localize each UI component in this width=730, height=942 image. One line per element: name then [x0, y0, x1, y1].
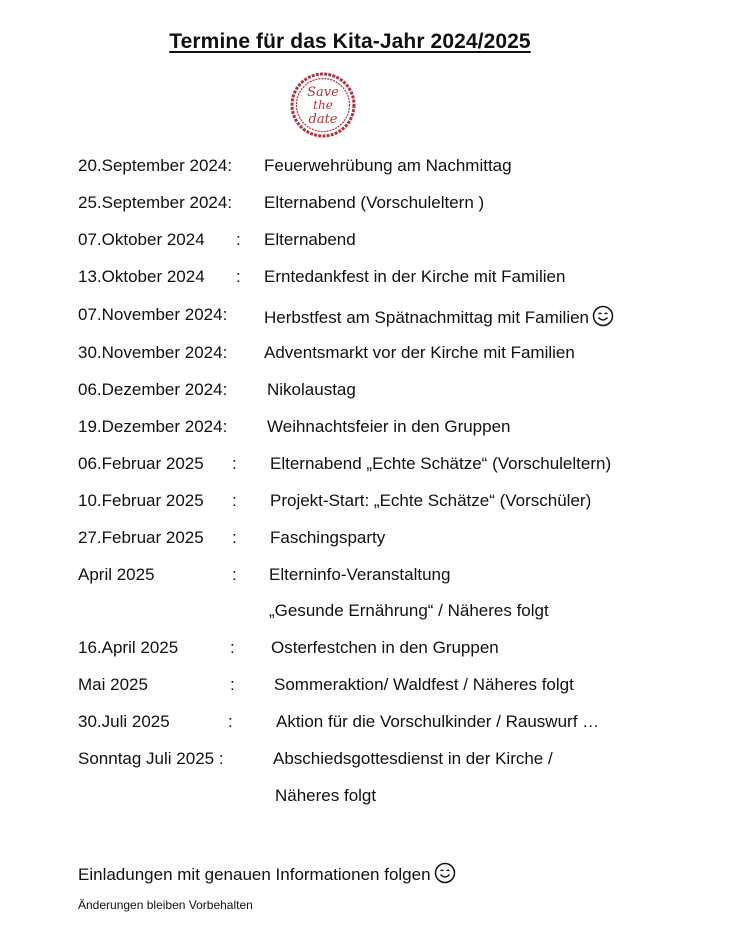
stamp-line-3: date [308, 112, 338, 127]
entry-event: Weihnachtsfeier in den Gruppen [267, 417, 511, 436]
entry-event: „Gesunde Ernährung“ / Näheres folgt [269, 601, 549, 620]
entry-colon: : [232, 491, 237, 510]
disclaimer-note: Änderungen bleiben Vorbehalten [78, 898, 253, 912]
page-title: Termine für das Kita-Jahr 2024/2025 [169, 30, 531, 53]
entry-event: Projekt-Start: „Echte Schätze“ (Vorschüler) [270, 491, 592, 510]
entry-colon: : [230, 675, 235, 694]
entry-date: 10.Februar 2025 [78, 491, 204, 510]
entry-date: 30.Juli 2025 [78, 712, 170, 731]
entry-event: Herbstfest am Spätnachmittag mit Familien [264, 308, 590, 327]
entry-event: Faschingsparty [270, 528, 386, 547]
entry-event-wrapper [264, 305, 614, 328]
entry-date: 30.November 2024: [78, 343, 228, 362]
entry-colon: : [232, 565, 237, 584]
entry-event: Abschiedsgottesdienst in der Kirche / [273, 749, 553, 768]
stamp-line-1: Save [307, 85, 339, 100]
entry-date: 06.Februar 2025 [78, 454, 204, 473]
entry-event: Osterfestchen in den Gruppen [271, 638, 499, 657]
entry-date: 19.Dezember 2024: [78, 417, 228, 436]
entry-event: Aktion für die Vorschulkinder / Rauswurf … [276, 712, 600, 731]
entry-colon: : [232, 454, 237, 473]
entry-date: 25.September 2024: [78, 193, 233, 212]
entry-date: Sonntag Juli 2025 : [78, 749, 224, 768]
entry-colon: : [230, 638, 235, 657]
stamp-line-2: the [313, 98, 333, 112]
entry-date: Mai 2025 [78, 675, 148, 694]
entry-colon: : [232, 528, 237, 547]
entry-event: Elterninfo-Veranstaltung [269, 565, 451, 584]
invitation-text: Einladungen mit genauen Informationen folgen [78, 865, 431, 884]
entry-date: 16.April 2025 [78, 638, 179, 657]
entry-event: Erntedankfest in der Kirche mit Familien [264, 267, 566, 286]
entry-date: 07.Oktober 2024 [78, 230, 205, 249]
entry-event: Elternabend [264, 230, 356, 249]
entry-date: 06.Dezember 2024: [78, 380, 228, 399]
entry-colon: : [236, 267, 241, 286]
smiley-icon [434, 862, 456, 884]
entry-event: Elternabend „Echte Schätze“ (Vorschuleltern) [270, 454, 612, 473]
entry-event: Elternabend (Vorschuleltern ) [264, 193, 485, 212]
entry-date: 27.Februar 2025 [78, 528, 204, 547]
entry-colon: : [228, 712, 233, 731]
entry-date: 07.November 2024: [78, 305, 228, 324]
entry-date: April 2025 [78, 565, 155, 584]
invitation-line [78, 862, 456, 885]
entry-event: Sommeraktion/ Waldfest / Näheres folgt [274, 675, 574, 694]
entry-event: Nikolaustag [267, 380, 356, 399]
entry-event: Adventsmarkt vor der Kirche mit Familien [264, 343, 575, 362]
smiley-icon [592, 305, 614, 327]
entry-colon: : [236, 230, 241, 249]
entry-event: Feuerwehrübung am Nachmittag [264, 156, 512, 175]
entry-event: Näheres folgt [275, 786, 377, 805]
entry-date: 13.Oktober 2024 [78, 267, 205, 286]
save-the-date-stamp-icon [290, 72, 356, 138]
entry-date: 20.September 2024: [78, 156, 233, 175]
